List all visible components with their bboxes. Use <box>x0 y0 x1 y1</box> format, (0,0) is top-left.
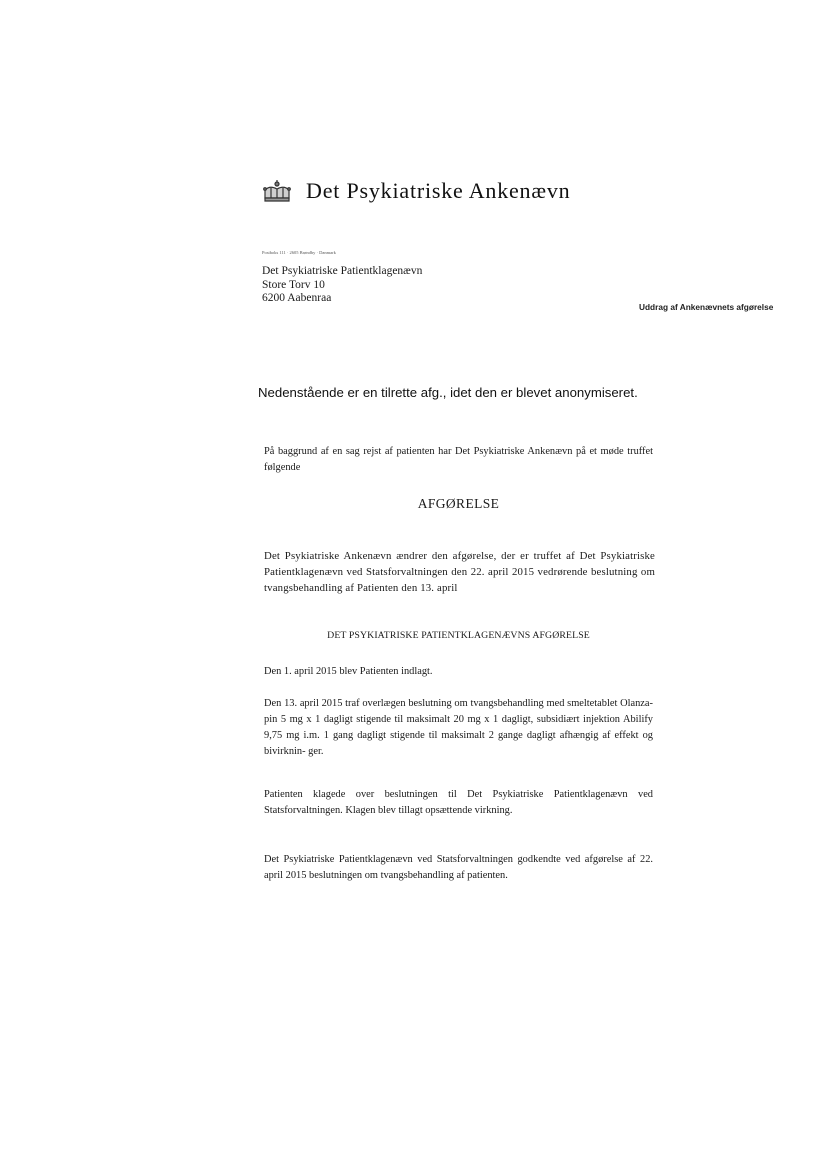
section-subheading: DET PSYKIATRISKE PATIENTKLAGENÆVNS AFGØRELSE <box>327 630 590 641</box>
body-paragraph-complaint: Patienten klagede over beslutningen til Det Psykiatriske Patientklagenævn ved Statsforvaltningen. Klagen blev tillagt opsættende virkning. <box>264 789 653 816</box>
crown-logo-icon <box>261 179 293 203</box>
intro-paragraph: På baggrund af en sag rejst af patienten har Det Psykiatriske Ankenævn på et møde truffet følgende <box>264 446 653 473</box>
recipient-address <box>262 265 422 306</box>
recipient-name: Det Psykiatriske Patientklagenævn <box>262 265 423 277</box>
postal-address-line: Postboks 111 · 2605 Brøndby · Danmark <box>262 250 336 255</box>
anonymized-notice: Nedenstående er en tilrette afg., idet den er blevet anonymiseret. <box>258 385 638 400</box>
recipient-city: 6200 Aabenraa <box>262 292 332 304</box>
decision-heading: AFGØRELSE <box>417 496 500 511</box>
decision-paragraph: Det Psykiatriske Ankenævn ændrer den afgørelse, der er truffet af Det Psykiatriske Patientklagenævn ved Statsforvaltningen den 22. april 2015 vedrørende beslutning om tvangsbehandling af Patienten den 13. april <box>264 550 655 594</box>
recipient-street: Store Torv 10 <box>262 278 325 291</box>
body-paragraph-admission: Den 1. april 2015 blev Patienten indlagt. <box>264 666 433 677</box>
organization-title: Det Psykiatriske Ankenævn <box>306 178 571 203</box>
body-paragraph-treatment: Den 13. april 2015 traf overlægen beslutning om tvangsbehandling med smeltetablet Olanza- pin 5 mg x 1 dagligt stigende til maksimalt 20 mg x 1 dagligt, subsidiært injektion Abilify 9,75 mg i.m. 1 gang dagligt stigende til maksimalt 2 gange dagligt afhængig af effekt og bivirknin- ger. <box>264 698 653 757</box>
body-paragraph-approval: Det Psykiatriske Patientklagenævn ved Statsforvaltningen godkendte ved afgørelse af 22. april 2015 beslutningen om tvangsbehandling af patienten. <box>264 854 653 881</box>
excerpt-label: Uddrag af Ankenævnets afgørelse <box>639 302 774 312</box>
